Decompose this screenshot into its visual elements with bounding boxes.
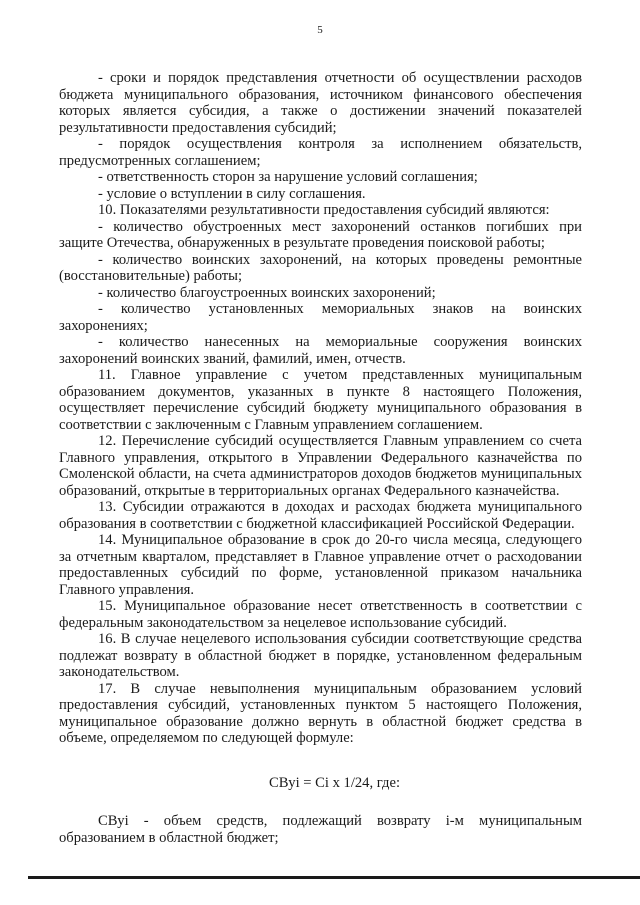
- page-number: 5: [317, 24, 323, 36]
- bottom-rule: [28, 876, 640, 879]
- paragraph: 14. Муниципальное образование в срок до 20-го числа месяца, следующего за отчетным кварталом, представляет в Главное управление отчет о расходовании предоставленных субсидий по форме, установленной приказом начальника Главного управления.: [59, 532, 582, 598]
- paragraph: 17. В случае невыполнения муниципальным образованием условий предоставления субсидий, установленных пунктом 5 настоящего Положения, муниципальное образование должно вернуть в областной бюджет средства в объеме, определяемом по следующей формуле:: [59, 680, 582, 746]
- paragraph: - количество благоустроенных воинских захоронений;: [98, 284, 436, 301]
- paragraph: - ответственность сторон за нарушение условий соглашения;: [98, 169, 478, 185]
- paragraph: - порядок осуществления контроля за исполнением обязательств, предусмотренных соглашением;: [59, 136, 582, 169]
- paragraph: 10. Показателями результативности предоставления субсидий являются:: [98, 202, 550, 218]
- paragraph: - количество нанесенных на мемориальные сооружения воинских захоронений воинских званий, фамилий, имен, отчеств.: [59, 334, 582, 367]
- definition: СВуi - объем средств, подлежащий возврату i-м муниципальным образованием в областной бюджет;: [59, 813, 582, 846]
- paragraph: 11. Главное управление с учетом представленных муниципальным образованием документов, указанных в пункте 8 настоящего Положения, осуществляет перечисление субсидий бюджету муниципального образования в соответствии с заключенным с Главным управлением соглашением.: [59, 367, 582, 433]
- paragraph: - количество установленных мемориальных знаков на воинских захоронениях;: [59, 301, 582, 334]
- paragraph: - количество обустроенных мест захоронений останков погибших при защите Отечества, обнаруженных в результате проведения поисковой работы;: [59, 218, 582, 251]
- paragraph: 16. В случае нецелевого использования субсидии соответствующие средства подлежат возврату в областной бюджет в порядке, установленном федеральным законодательством.: [59, 631, 582, 680]
- formula: СВуi = Сi х 1/24, где:: [269, 774, 400, 791]
- document-body: [59, 70, 582, 846]
- paragraph: 12. Перечисление субсидий осуществляется Главным управлением со счета Главного управления, открытого в Управлении Федерального казначейства по Смоленской области, на счета администраторов доходов бюджетов муниципальных образований, открытые в территориальных органах Федерального казначейства.: [59, 433, 582, 499]
- paragraph: - количество воинских захоронений, на которых проведены ремонтные (восстановительные) работы;: [59, 251, 582, 284]
- paragraph: - условие о вступлении в силу соглашения.: [98, 185, 366, 202]
- paragraph: 15. Муниципальное образование несет ответственность в соответствии с федеральным законодательством за нецелевое использование субсидий.: [59, 598, 582, 631]
- paragraph: 13. Субсидии отражаются в доходах и расходах бюджета муниципального образования в соответствии с бюджетной классификацией Российской Федерации.: [59, 499, 582, 532]
- paragraph: - сроки и порядок представления отчетности об осуществлении расходов бюджета муниципального образования, источником финансового обеспечения которых является субсидия, а также о достижении значений показателей результативности предоставления субсидий;: [59, 70, 582, 136]
